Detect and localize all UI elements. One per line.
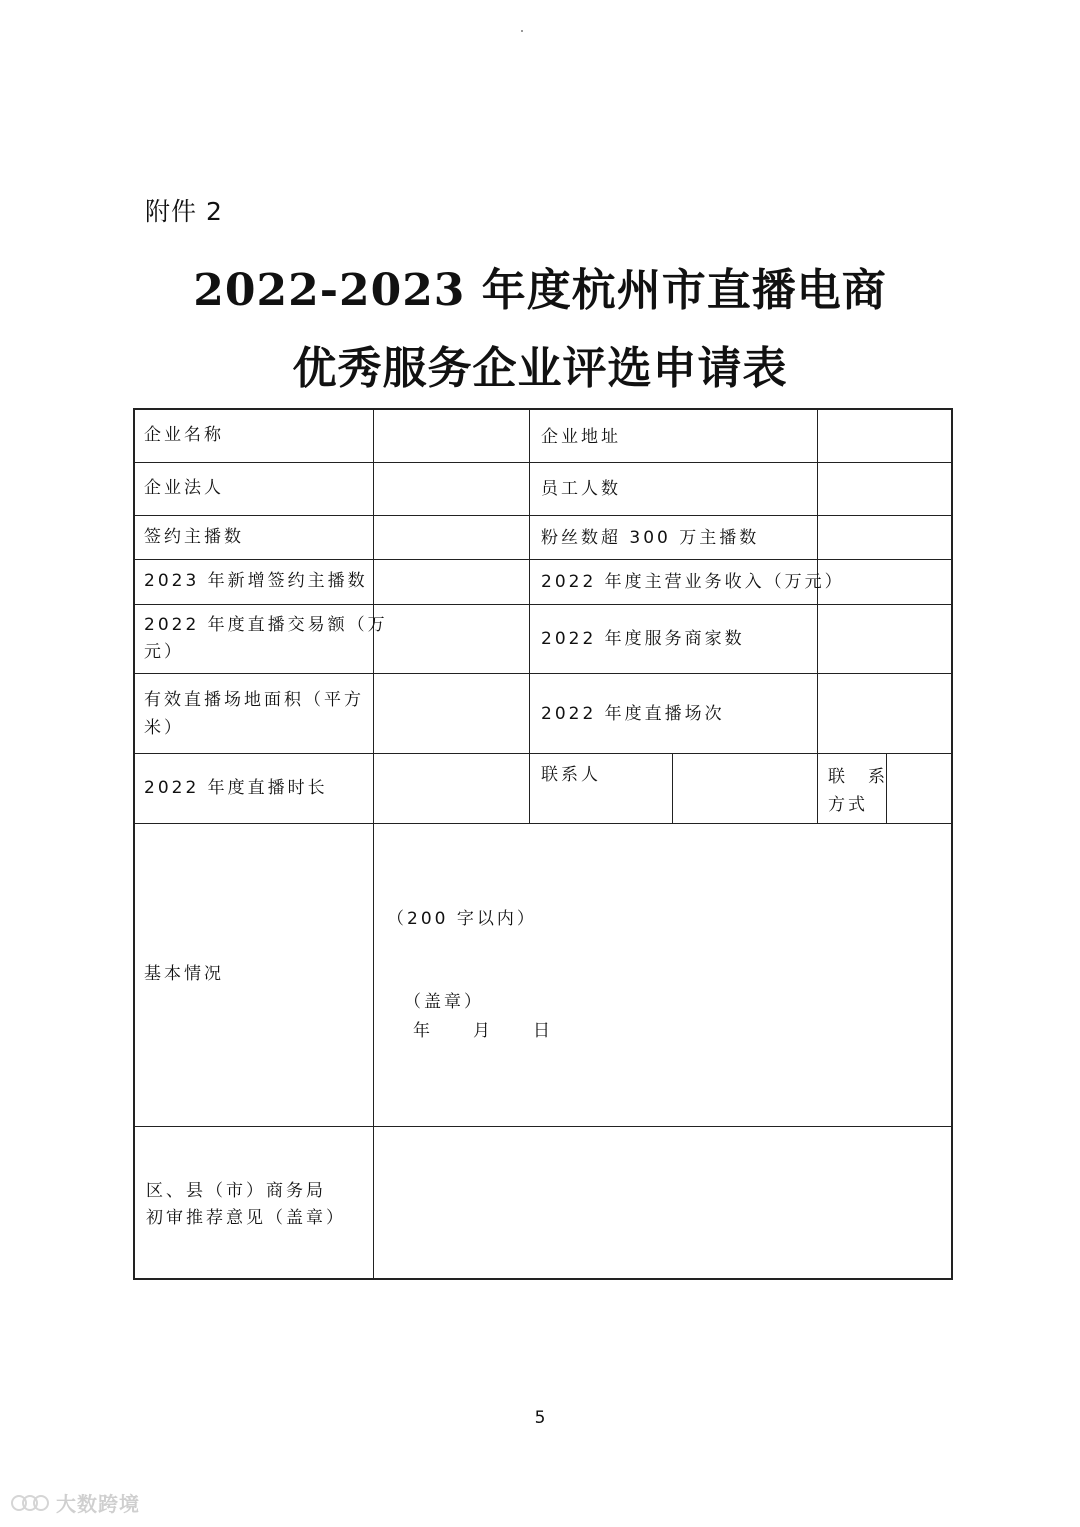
label-legal-person: 企业法人 (144, 478, 224, 498)
column-divider (373, 408, 374, 1280)
label-review-line1: 区、县（市）商务局 (146, 1181, 326, 1201)
page-title-line-1: 2022-2023 年度杭州市直播电商 (193, 265, 887, 316)
page-number: 5 (534, 1408, 546, 1428)
row-divider (133, 462, 953, 463)
label-streamers-over-3m: 粉丝数超 300 万主播数 (541, 528, 760, 548)
label-signed-streamers: 签约主播数 (144, 527, 244, 547)
label-company-name: 企业名称 (144, 425, 224, 445)
date-line: 年 月 日 (413, 1021, 553, 1041)
label-basic-info: 基本情况 (144, 964, 224, 984)
column-divider (529, 408, 530, 823)
label-venue-area-line1: 有效直播场地面积（平方 (144, 690, 364, 710)
label-sessions-2022: 2022 年度直播场次 (541, 704, 725, 724)
watermark-text: 大数跨境 (56, 1492, 140, 1516)
row-divider (133, 673, 953, 674)
label-gmv-2022-line2: 元） (144, 642, 184, 662)
label-gmv-2022-line1: 2022 年度直播交易额（万 (144, 615, 388, 635)
column-divider (672, 753, 673, 823)
row-divider (133, 823, 953, 824)
basic-info-limit-note: （200 字以内） (387, 909, 537, 929)
attachment-label: 附件 2 (145, 197, 223, 226)
seal-note: （盖章） (404, 992, 484, 1012)
watermark-logo-icon (10, 1492, 50, 1514)
label-review-line2: 初审推荐意见（盖章） (146, 1208, 346, 1228)
label-contact-method-line2: 方式 (828, 795, 868, 815)
row-divider (133, 1126, 953, 1127)
label-main-revenue-2022: 2022 年度主营业务收入（万元） (541, 572, 845, 592)
label-contact-method-line1: 联 系 (828, 767, 888, 787)
label-contact-person: 联系人 (541, 765, 601, 785)
label-company-address: 企业地址 (541, 427, 621, 447)
row-divider (133, 515, 953, 516)
label-employee-count: 员工人数 (541, 479, 621, 499)
row-divider (133, 604, 953, 605)
page-title-line-2: 优秀服务企业评选申请表 (292, 343, 788, 394)
label-venue-area-line2: 米） (144, 718, 184, 738)
label-duration-2022: 2022 年度直播时长 (144, 778, 328, 798)
row-divider (133, 753, 953, 754)
label-new-signed-2023: 2023 年新增签约主播数 (144, 571, 368, 591)
row-divider (133, 559, 953, 560)
watermark (10, 1488, 140, 1517)
column-divider (817, 408, 818, 823)
scan-speck (521, 30, 523, 32)
label-merchants-2022: 2022 年度服务商家数 (541, 629, 745, 649)
